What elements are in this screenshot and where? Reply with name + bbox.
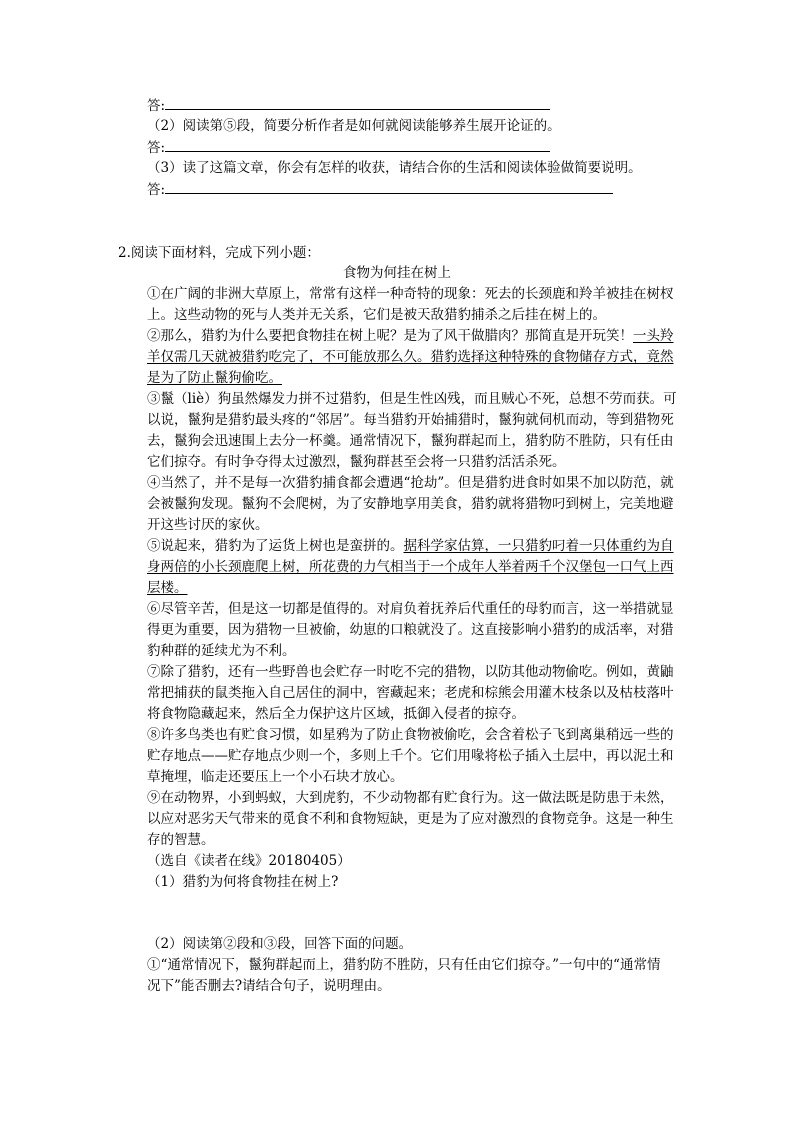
passage-line: ④当然了，并不是每一次猎豹捕食都会遭遇“抢劫”。但是猎豹进食时如果不加以防范，就 [147,475,674,491]
passage-line: 豹种群的延续尤为不利。 [147,643,296,659]
passage-line: ⑥尽管辛苦，但是这一切都是值得的。对肩负着抚养后代重任的母豹而言，这一举措就显 [147,601,674,617]
answer-label: 答: [147,98,166,114]
underlined-text: 一头羚 [633,328,674,344]
passage-line: 上。这些动物的死与人类并无关系，它们是被天敌猎豹捕杀之后挂在树上的。 [147,307,606,323]
passage-line: 去，鬣狗会迅速围上去分一杯羹。通常情况下，鬣狗群起而上，猎豹防不胜防，只有任由 [147,433,674,449]
section-instruction: 2.阅读下面材料，完成下列小题： [118,245,320,261]
underlined-line: 层楼。 [147,580,188,596]
passage-line: 以应对恶劣天气带来的觅食不利和食物短缺，更是为了应对激烈的食物竞争。这是一种生 [147,811,674,827]
answer-line-1 [147,95,550,116]
sub-question-2-item: ①“通常情况下，鬣狗群起而上，猎豹防不胜防，只有任由它们掠夺。”一句中的“通常情 [147,957,661,973]
question-3: （3）读了这篇文章，你会有怎样的收获，请结合你的生活和阅读体验做简要说明。 [147,160,642,176]
underlined-text: 据科学家估算，一只猎豹叼着一只体重约为自 [403,538,674,554]
passage-line: ③鬣（liè）狗虽然爆发力拼不过猎豹，但是生性凶残，而且贼心不死，总想不劳而获。可 [147,391,677,407]
sub-question-2: （2）阅读第②段和③段，回答下面的问题。 [147,936,413,952]
answer-label: 答: [147,182,166,198]
passage-text: ⑤说起来，猎豹为了运货上树也是蛮拼的。 [147,538,404,554]
passage-line: 开这些讨厌的家伙。 [147,517,269,533]
passage-line [147,326,674,346]
answer-line-2 [147,137,550,158]
passage-line: ⑦除了猎豹，还有一些野兽也会贮存一时吃不完的猎物，以防其他动物偷吃。例如，黄鼬 [147,664,674,680]
sub-question-2-item: 况下”能否删去?请结合句子，说明理由。 [147,978,391,994]
passage-line: 会被鬣狗发现。鬣狗不会爬树，为了安静地享用美食，猎豹就将猎物叼到树上，完美地避 [147,496,674,512]
passage-line: ⑧许多鸟类也有贮食习惯，如星鸦为了防止食物被偷吃，会含着松子飞到离巢稍远一些的 [147,727,674,743]
question-2: （2）阅读第⑤段，简要分析作者是如何就阅读能够养生展开论证的。 [147,118,561,134]
answer-blank [165,179,613,194]
passage-line: 草掩埋，临走还要压上一个小石块才放心。 [147,769,404,785]
answer-blank [165,137,550,152]
passage-line: 存的智慧。 [147,832,215,848]
passage-line: 以说，鬣狗是猎豹最头疼的“邻居”。每当猎豹开始捕猎时，鬣狗就伺机而动，等到猎物死 [147,412,674,428]
underlined-line: 身两倍的小长颈鹿爬上树，所花费的力气相当于一个成年人举着两千个汉堡包一口气上西 [147,559,674,575]
source-citation: （选自《读者在线》20180405） [147,853,351,869]
underlined-line: 羊仅需几天就被猎豹吃完了，不可能放那么久。猎豹选择这种特殊的食物储存方式，竟然 [147,349,674,365]
passage-title: 食物为何挂在树上 [343,265,451,281]
passage-line [147,536,674,556]
passage-line: 将食物隐藏起来，然后全力保护这片区域，抵御入侵者的掠夺。 [147,706,525,722]
passage-line: ①在广阔的非洲大草原上，常常有这样一种奇特的现象：死去的长颈鹿和羚羊被挂在树杈 [147,286,674,302]
answer-blank [165,95,550,110]
passage-line: 常把捕获的鼠类拖入自己居住的洞中，窖藏起来；老虎和棕熊会用灌木枝条以及枯枝落叶 [147,685,674,701]
answer-line-3 [147,179,613,200]
sub-question-1: （1）猎豹为何将食物挂在树上? [147,874,339,890]
passage-line: 它们掠夺。有时争夺得太过激烈，鬣狗群甚至会将一只猎豹活活杀死。 [147,454,566,470]
passage-line: ⑨在动物界，小到蚂蚁，大到虎豹，不少动物都有贮食行为。这一做法既是防患于未然， [147,790,674,806]
passage-line: 得更为重要，因为猎物一旦被偷，幼崽的口粮就没了。这直接影响小猎豹的成活率，对猎 [147,622,674,638]
passage-text: ②那么，猎豹为什么要把食物挂在树上呢？是为了风干做腊肉？那简直是开玩笑！ [147,328,633,344]
passage-line: 贮存地点——贮存地点少则一个，多则上千个。它们用喙将松子插入土层中，再以泥土和 [147,748,674,764]
answer-label: 答: [147,140,166,156]
underlined-line: 是为了防止鬣狗偷吃。 [147,370,282,386]
